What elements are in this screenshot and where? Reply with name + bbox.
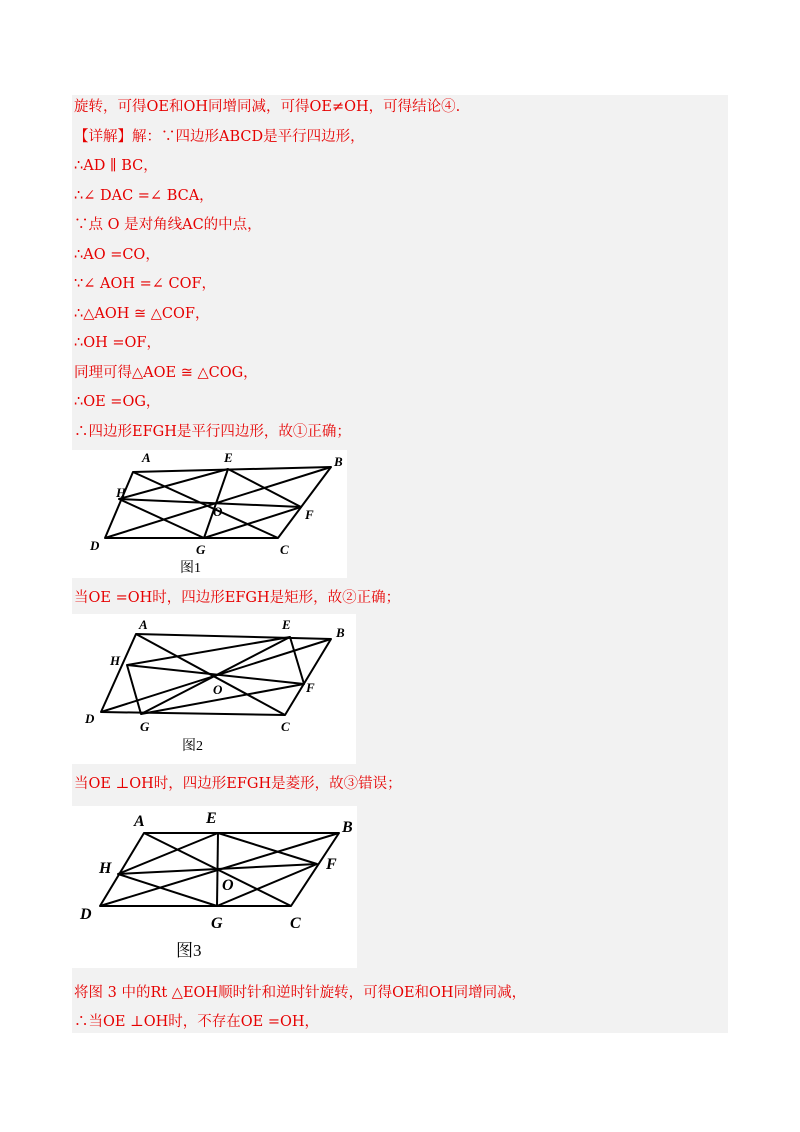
proof-step: 同理可得△AOE ≅ △COG，	[74, 365, 258, 381]
proof-step: ∴OH =OF，	[74, 335, 161, 351]
figure-3	[72, 806, 357, 968]
vertex-label: F	[326, 856, 337, 873]
vertex-label: D	[80, 906, 92, 923]
vertex-label: C	[280, 542, 289, 557]
vertex-label: H	[99, 860, 112, 877]
proof-step: ∴AD ∥ BC，	[74, 158, 158, 174]
proof-step: ∵点 O 是对角线AC的中点，	[74, 217, 262, 233]
vertex-label: O	[222, 877, 234, 894]
rotation-note: 将图 3 中的Rt △EOH顺时针和逆时针旋转，可得OE和OH同增同减，	[74, 985, 527, 1001]
figure-3-diagram	[72, 806, 357, 968]
vertex-label: O	[213, 504, 223, 519]
vertex-label: O	[213, 682, 223, 697]
vertex-label: D	[90, 538, 100, 553]
vertex-label: A	[139, 617, 148, 632]
proof-step: ∴∠ DAC =∠ BCA，	[74, 188, 214, 204]
vertex-label: C	[290, 915, 301, 932]
figure-2	[72, 614, 356, 764]
vertex-label: G	[140, 719, 150, 734]
detailed-solution-heading: 【详解】解：∵四边形ABCD是平行四边形，	[74, 129, 365, 145]
figure-1-diagram	[72, 450, 347, 578]
proof-step: ∴AO =CO，	[74, 247, 160, 263]
vertex-label: E	[282, 617, 291, 632]
vertex-label: H	[110, 653, 121, 668]
vertex-label: B	[336, 625, 345, 640]
conclusion-2: 当OE =OH时，四边形EFGH是矩形，故②正确；	[74, 590, 401, 606]
vertex-label: H	[116, 485, 127, 500]
vertex-label: C	[281, 719, 290, 734]
vertex-label: B	[334, 454, 343, 469]
figure-2-diagram	[72, 614, 356, 764]
proof-step: ∵∠ AOH =∠ COF，	[74, 276, 217, 292]
vertex-label: D	[85, 711, 95, 726]
conclusion-4: ∴当OE ⊥OH时，不存在OE =OH，	[74, 1014, 320, 1030]
conclusion-3: 当OE ⊥OH时，四边形EFGH是菱形，故③错误；	[74, 776, 402, 792]
figure-caption: 图1	[180, 561, 201, 576]
vertex-label: G	[211, 915, 223, 932]
vertex-label: A	[142, 450, 151, 465]
vertex-label: E	[224, 450, 233, 465]
vertex-label: F	[305, 507, 314, 522]
vertex-label: B	[342, 819, 353, 836]
solution-line-1: 旋转，可得OE和OH同增同减，可得OE≠OH，可得结论④.	[74, 99, 461, 115]
figure-1	[72, 450, 347, 578]
proof-step: ∴OE =OG，	[74, 394, 161, 410]
vertex-label: A	[134, 813, 145, 830]
figure-caption: 图3	[176, 941, 202, 960]
figure-caption: 图2	[182, 739, 203, 754]
proof-step: ∴△AOH ≅ △COF，	[74, 306, 210, 322]
vertex-label: E	[206, 810, 217, 827]
vertex-label: F	[306, 680, 315, 695]
vertex-label: G	[196, 542, 206, 557]
conclusion-1: ∴四边形EFGH是平行四边形，故①正确；	[74, 424, 351, 440]
